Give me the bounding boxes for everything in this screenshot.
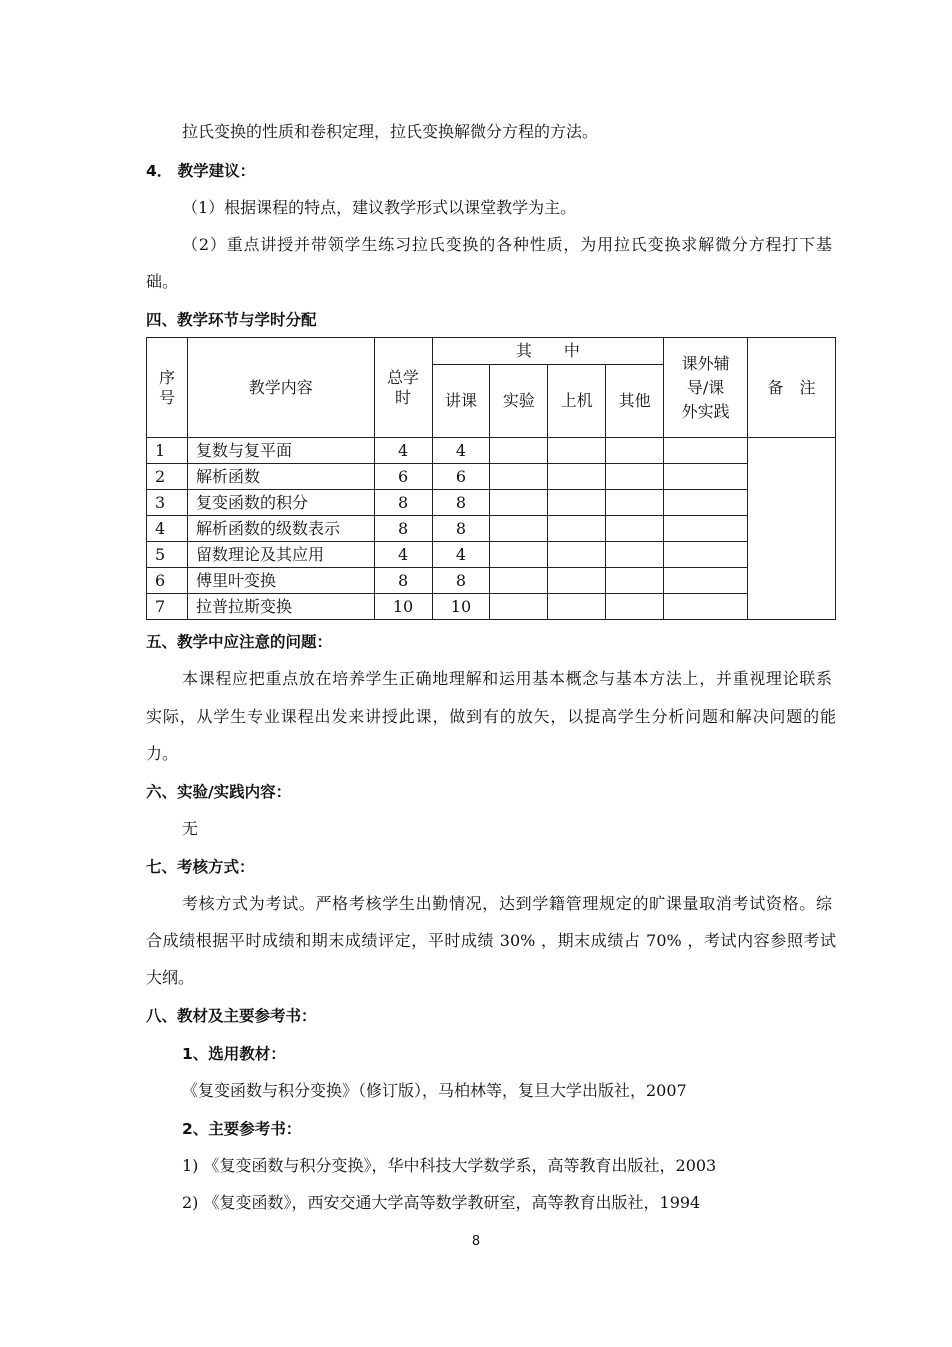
row-content: 复变函数的积分 (187, 490, 374, 516)
header-extra: 课外辅导/课外实践 (664, 338, 748, 438)
row-total: 4 (374, 438, 432, 464)
section-heading: 四、教学环节与学时分配 (146, 311, 317, 329)
table-row (147, 542, 836, 568)
paragraph-text: 力。 (146, 744, 179, 763)
paragraph-text: 无 (182, 819, 199, 838)
table-row (147, 490, 836, 516)
section-heading: 八、教材及主要参考书： (146, 1007, 317, 1025)
row-lab (490, 438, 548, 464)
row-lecture: 8 (432, 516, 490, 542)
paragraph-text: 本课程应把重点放在培养学生正确地理解和运用基本概念与基本方法上，并重视理论联系 (182, 669, 832, 688)
row-lab (490, 516, 548, 542)
table-row (147, 516, 836, 542)
row-content: 傅里叶变换 (187, 568, 374, 594)
header-other: 其他 (606, 365, 664, 438)
reference-item: 2) 《复变函数》，西安交通大学高等数学教研室，高等教育出版社，1994 (182, 1193, 701, 1212)
row-no: 6 (147, 568, 188, 594)
header-note: 备 注 (748, 338, 836, 438)
row-extra (664, 516, 748, 542)
row-extra (664, 568, 748, 594)
note-cell (748, 438, 836, 620)
row-lab (490, 568, 548, 594)
row-extra (664, 542, 748, 568)
subsection-heading: 1、选用教材： (182, 1045, 286, 1063)
row-no: 3 (147, 490, 188, 516)
row-total: 10 (374, 594, 432, 620)
header-computer: 上机 (548, 365, 606, 438)
paragraph-text: （2）重点讲授并带领学生练习拉氏变换的各种性质，为用拉氏变换求解微分方程打下基 (182, 235, 832, 254)
row-extra (664, 464, 748, 490)
header-lecture: 讲课 (432, 365, 490, 438)
header-content: 教学内容 (187, 338, 374, 438)
row-other (606, 464, 664, 490)
row-no: 7 (147, 594, 188, 620)
reference-item: 1) 《复变函数与积分变换》，华中科技大学数学系，高等教育出版社，2003 (182, 1156, 717, 1175)
row-lecture: 8 (432, 490, 490, 516)
table-row (147, 438, 836, 464)
header-lab: 实验 (490, 365, 548, 438)
section-heading: 七、考核方式： (146, 858, 255, 876)
row-computer (548, 594, 606, 620)
row-other (606, 516, 664, 542)
row-other (606, 594, 664, 620)
hours-table (146, 337, 836, 620)
row-total: 8 (374, 516, 432, 542)
row-lecture: 4 (432, 542, 490, 568)
row-other (606, 490, 664, 516)
row-no: 1 (147, 438, 188, 464)
table-row (147, 568, 836, 594)
row-computer (548, 542, 606, 568)
table-row (147, 464, 836, 490)
row-other (606, 568, 664, 594)
row-extra (664, 438, 748, 464)
subsection-heading: 2、主要参考书： (182, 1120, 302, 1138)
row-lab (490, 594, 548, 620)
row-computer (548, 438, 606, 464)
row-total: 8 (374, 568, 432, 594)
row-extra (664, 594, 748, 620)
row-lab (490, 464, 548, 490)
row-content: 解析函数的级数表示 (187, 516, 374, 542)
row-lecture: 4 (432, 438, 490, 464)
row-total: 8 (374, 490, 432, 516)
row-lecture: 6 (432, 464, 490, 490)
row-lecture: 10 (432, 594, 490, 620)
header-among: 其 中 (432, 338, 664, 365)
row-computer (548, 516, 606, 542)
row-extra (664, 490, 748, 516)
row-computer (548, 464, 606, 490)
paragraph-text: 础。 (146, 272, 179, 291)
row-no: 5 (147, 542, 188, 568)
section-heading: 六、实验/实践内容： (146, 783, 292, 801)
paragraph-text: （1）根据课程的特点，建议教学形式以课堂教学为主。 (182, 198, 577, 217)
paragraph-text: 拉氏变换的性质和卷积定理，拉氏变换解微分方程的方法。 (182, 122, 599, 141)
row-computer (548, 568, 606, 594)
row-content: 复数与复平面 (187, 438, 374, 464)
row-other (606, 542, 664, 568)
row-lab (490, 542, 548, 568)
paragraph-text: 考核方式为考试。严格考核学生出勤情况，达到学籍管理规定的旷课量取消考试资格。综 (182, 894, 832, 913)
section-heading: 五、教学中应注意的问题： (146, 633, 333, 651)
paragraph-text: 实际，从学生专业课程出发来讲授此课，做到有的放矢，以提高学生分析问题和解决问题的能 (146, 707, 836, 726)
row-computer (548, 490, 606, 516)
textbook-citation: 《复变函数与积分变换》（修订版），马柏林等，复旦大学出版社，2007 (182, 1081, 687, 1100)
row-lecture: 8 (432, 568, 490, 594)
header-total: 总学时 (374, 338, 432, 438)
row-no: 4 (147, 516, 188, 542)
row-other (606, 438, 664, 464)
paragraph-text: 合成绩根据平时成绩和期末成绩评定，平时成绩 30% ，期末成绩占 70% ，考试内容参照考试 (146, 931, 836, 950)
header-seq: 序号 (147, 338, 188, 438)
paragraph-text: 大纲。 (146, 968, 195, 987)
table-row (147, 594, 836, 620)
row-total: 6 (374, 464, 432, 490)
row-lab (490, 490, 548, 516)
row-content: 留数理论及其应用 (187, 542, 374, 568)
section-heading: 4． 教学建议： (146, 162, 256, 180)
page-number: 8 (471, 1234, 481, 1249)
row-content: 解析函数 (187, 464, 374, 490)
row-total: 4 (374, 542, 432, 568)
row-no: 2 (147, 464, 188, 490)
row-content: 拉普拉斯变换 (187, 594, 374, 620)
